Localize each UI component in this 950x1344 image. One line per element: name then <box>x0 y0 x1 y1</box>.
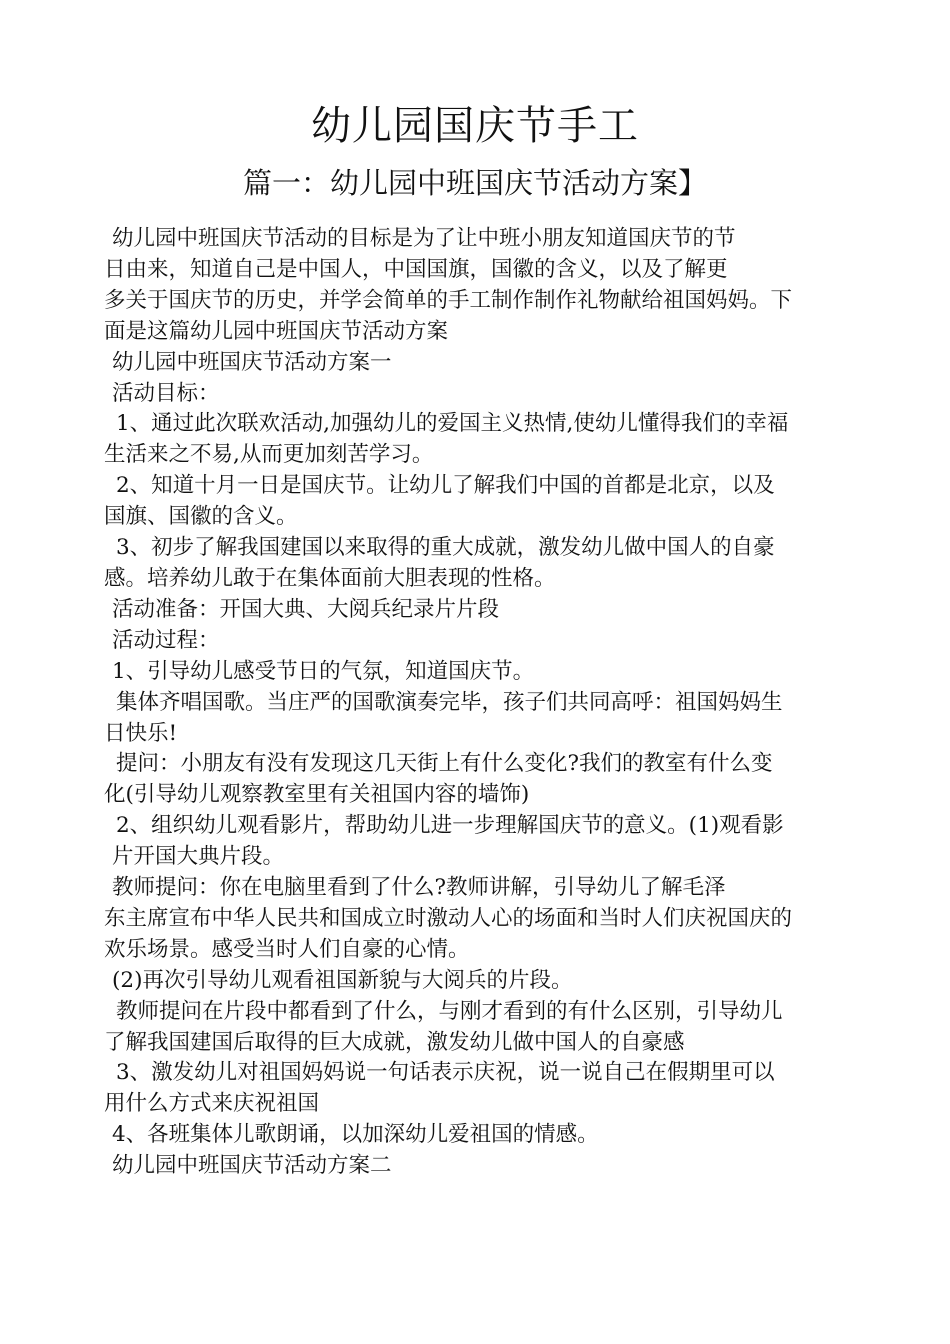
text-line: 教师提问：你在电脑里看到了什么?教师讲解，引导幼儿了解毛泽 <box>112 875 726 901</box>
text-line: 日由来，知道自己是中国人，中国国旗，国徽的含义，以及了解更 <box>104 256 728 282</box>
text-line: 幼儿园中班国庆节活动的目标是为了让中班小朋友知道国庆节的节 <box>112 226 736 251</box>
text-line: 东主席宣布中华人民共和国成立时激动人心的场面和当时人们庆祝国庆的 <box>104 905 793 931</box>
text-line: 活动过程： <box>112 627 220 653</box>
text-line: 欢乐场景。感受当时人们自豪的心情。 <box>104 936 470 962</box>
text-line: 2、知道十月一日是国庆节。让幼儿了解我们中国的首都是北京，以及 <box>116 473 775 499</box>
text-line: 感。培养幼儿敢于在集体面前大胆表现的性格。 <box>104 565 556 591</box>
text-line: 日快乐! <box>104 720 178 746</box>
text-line: 4、各班集体儿歌朗诵，以加深幼儿爱祖国的情感。 <box>112 1122 599 1148</box>
text-line: 面是这篇幼儿园中班国庆节活动方案 <box>104 318 449 344</box>
text-line: 生活来之不易,从而更加刻苦学习。 <box>104 442 434 468</box>
text-line: 1、引导幼儿感受节日的气氛，知道国庆节。 <box>112 658 535 684</box>
text-line: 活动准备：开国大典、大阅兵纪录片片段 <box>112 596 500 622</box>
document-subtitle: 篇一：幼儿园中班国庆节活动方案】 <box>242 166 707 200</box>
text-line: 幼儿园中班国庆节活动方案一 <box>112 349 392 375</box>
text-line: 了解我国建国后取得的巨大成就，激发幼儿做中国人的自豪感 <box>104 1029 685 1055</box>
text-line: 片开国大典片段。 <box>112 844 285 870</box>
document-body <box>104 224 864 1182</box>
text-line: 幼儿园中班国庆节活动方案二 <box>112 1153 392 1179</box>
text-line: 2、组织幼儿观看影片，帮助幼儿进一步理解国庆节的意义。(1)观看影 <box>116 813 784 839</box>
text-line: 3、初步了解我国建国以来取得的重大成就，激发幼儿做中国人的自豪 <box>116 535 775 561</box>
text-line: 国旗、国徽的含义。 <box>104 504 298 530</box>
text-line: 教师提问在片段中都看到了什么，与刚才看到的有什么区别，引导幼儿 <box>116 998 783 1024</box>
text-line: 活动目标： <box>112 380 220 406</box>
text-line: 3、激发幼儿对祖国妈妈说一句话表示庆祝，说一说自己在假期里可以 <box>116 1060 775 1086</box>
text-line: 化(引导幼儿观察教室里有关祖国内容的墙饰) <box>104 782 530 808</box>
text-line: 集体齐唱国歌。当庄严的国歌演奏完毕，孩子们共同高呼：祖国妈妈生 <box>116 689 783 715</box>
text-line: 提问：小朋友有没有发现这几天街上有什么变化?我们的教室有什么变 <box>116 751 773 777</box>
document-title: 幼儿园国庆节手工 <box>311 103 639 149</box>
text-line: (2)再次引导幼儿观看祖国新貌与大阅兵的片段。 <box>112 967 573 993</box>
text-line: 用什么方式来庆祝祖国 <box>104 1091 320 1117</box>
text-line: 多关于国庆节的历史，并学会简单的手工制作制作礼物献给祖国妈妈。下 <box>104 287 793 313</box>
text-line: 1、通过此次联欢活动,加强幼儿的爱国主义热情,使幼儿懂得我们的幸福 <box>116 411 789 437</box>
